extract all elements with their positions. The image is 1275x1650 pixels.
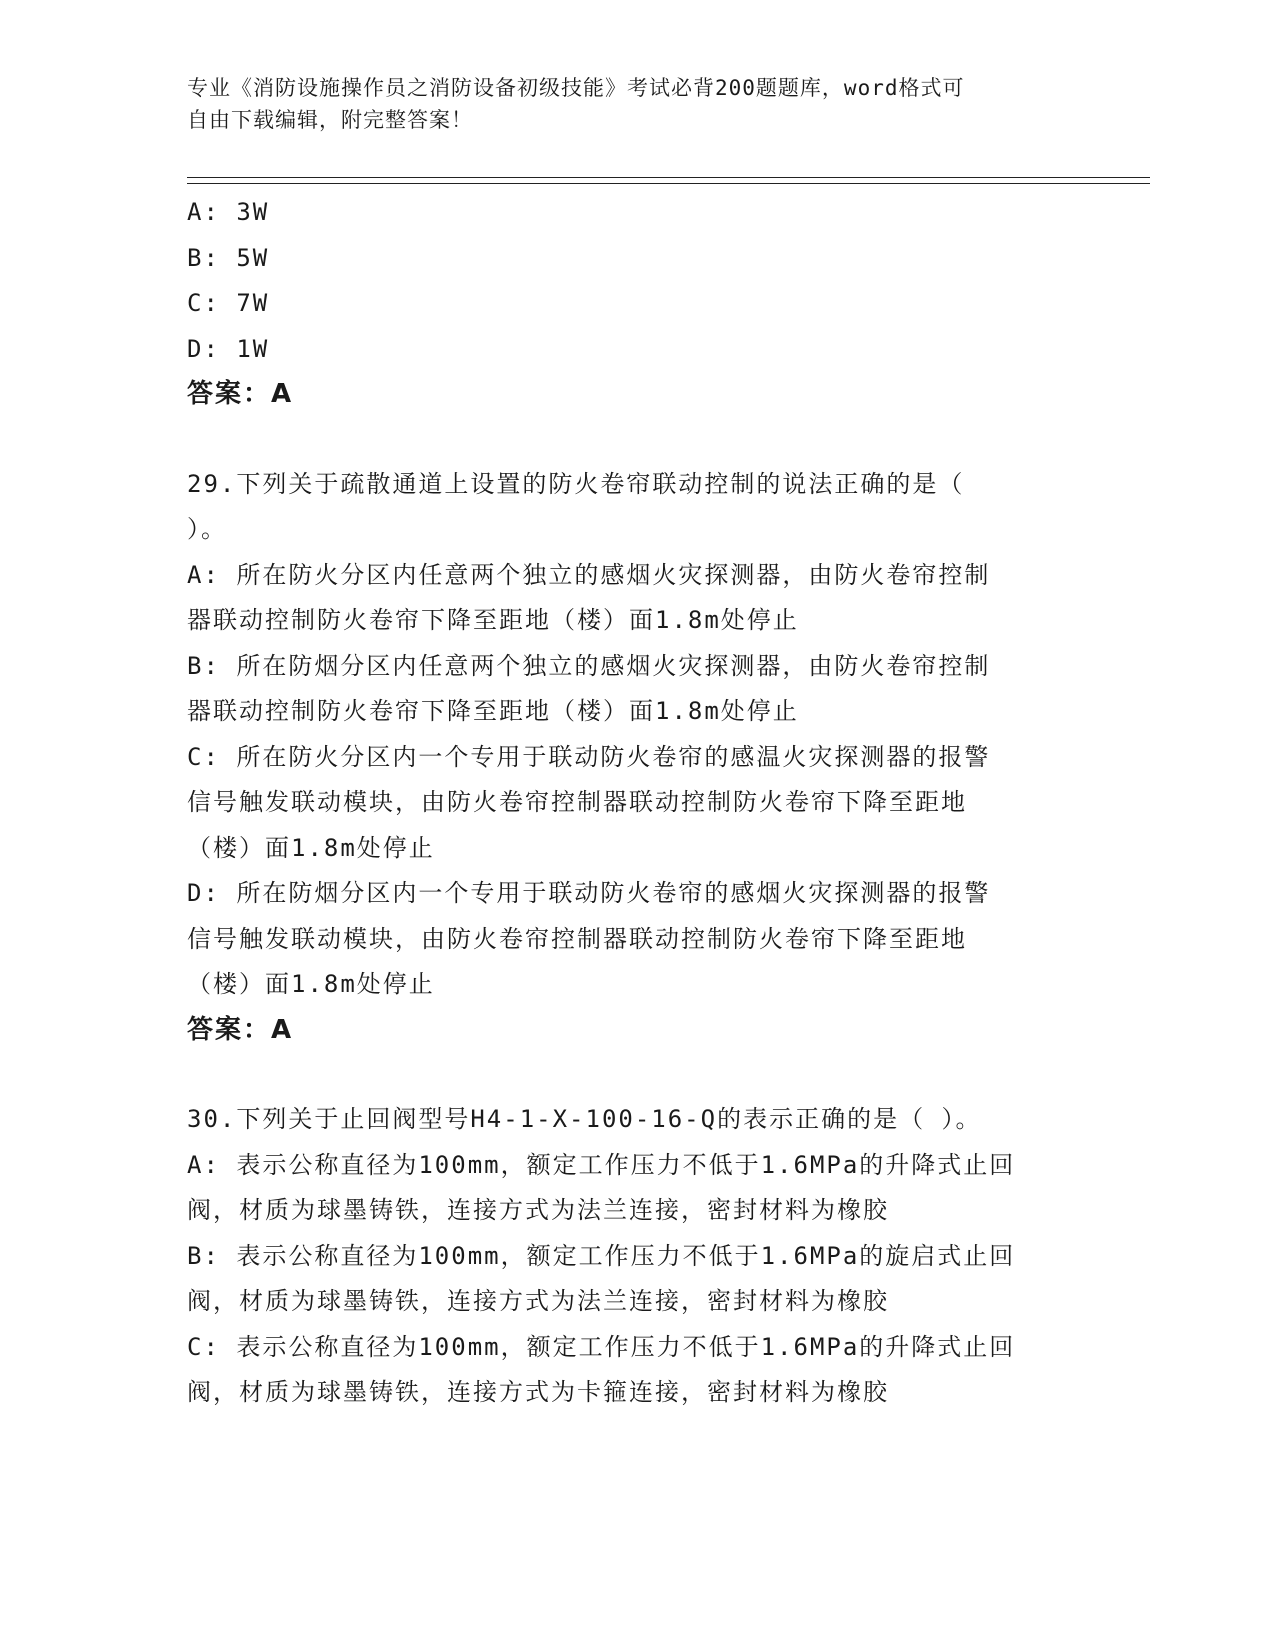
q28-option-b: B: 5W xyxy=(187,243,270,272)
q30-option-b-line-2: 阀，材质为球墨铸铁，连接方式为法兰连接，密封材料为橡胶 xyxy=(187,1287,889,1315)
q30-option-a-line-1: A: 表示公称直径为100mm，额定工作压力不低于1.6MPa的升降式止回 xyxy=(187,1150,1016,1179)
q30-stem-line-1: 30.下列关于止回阀型号H4-1-X-100-16-Q的表示正确的是（ ）。 xyxy=(187,1105,982,1133)
q29-option-b-line-2: 器联动控制防火卷帘下降至距地（楼）面1.8m处停止 xyxy=(187,697,799,725)
question-29-block xyxy=(187,462,1087,1054)
spacer xyxy=(187,418,1087,462)
q29-option-c-line-3: （楼）面1.8m处停止 xyxy=(187,833,435,862)
q28-option-c: C: 7W xyxy=(187,289,270,317)
q30-option-b-line-1: B: 表示公称直径为100mm，额定工作压力不低于1.6MPa的旋启式止回 xyxy=(187,1241,1016,1270)
q29-option-c-line-2: 信号触发联动模块，由防火卷帘控制器联动控制防火卷帘下降至距地 xyxy=(187,788,967,816)
header-line-1: 专业《消防设施操作员之消防设备初级技能》考试必背200题题库，word格式可 xyxy=(187,76,965,100)
header-line-2: 自由下载编辑，附完整答案！ xyxy=(187,108,473,132)
q29-option-a-line-2: 器联动控制防火卷帘下降至距地（楼）面1.8m处停止 xyxy=(187,606,799,634)
header-divider-top xyxy=(187,177,1150,178)
document-header xyxy=(187,72,1067,136)
q29-option-d-line-1: D: 所在防烟分区内一个专用于联动防火卷帘的感烟火灾探测器的报警 xyxy=(187,879,991,907)
q29-option-a-line-1: A: 所在防火分区内任意两个独立的感烟火灾探测器，由防火卷帘控制 xyxy=(187,560,991,589)
spacer xyxy=(187,1053,1087,1097)
q28-option-d: D: 1W xyxy=(187,334,270,363)
q29-option-d-line-2: 信号触发联动模块，由防火卷帘控制器联动控制防火卷帘下降至距地 xyxy=(187,924,967,953)
q30-option-c-line-1: C: 表示公称直径为100mm，额定工作压力不低于1.6MPa的升降式止回 xyxy=(187,1332,1016,1361)
q28-option-a: A: 3W xyxy=(187,198,270,226)
q29-stem-line-1: 29.下列关于疏散通道上设置的防火卷帘联动控制的说法正确的是（ xyxy=(187,469,965,498)
header-divider-bottom xyxy=(187,183,1150,184)
question-30-block xyxy=(187,1097,1087,1416)
q30-option-a-line-2: 阀，材质为球墨铸铁，连接方式为法兰连接，密封材料为橡胶 xyxy=(187,1196,889,1224)
q29-option-c-line-1: C: 所在防火分区内一个专用于联动防火卷帘的感温火灾探测器的报警 xyxy=(187,742,991,771)
q29-stem-line-2: ）。 xyxy=(187,515,227,543)
question-28-block xyxy=(187,190,1087,418)
question-content xyxy=(187,190,1087,1416)
q29-answer: 答案：A xyxy=(187,1014,294,1045)
q28-answer: 答案：A xyxy=(187,379,294,409)
q29-option-b-line-1: B: 所在防烟分区内任意两个独立的感烟火灾探测器，由防火卷帘控制 xyxy=(187,651,991,680)
q30-option-c-line-2: 阀，材质为球墨铸铁，连接方式为卡箍连接，密封材料为橡胶 xyxy=(187,1378,889,1406)
q29-option-d-line-3: （楼）面1.8m处停止 xyxy=(187,970,435,998)
